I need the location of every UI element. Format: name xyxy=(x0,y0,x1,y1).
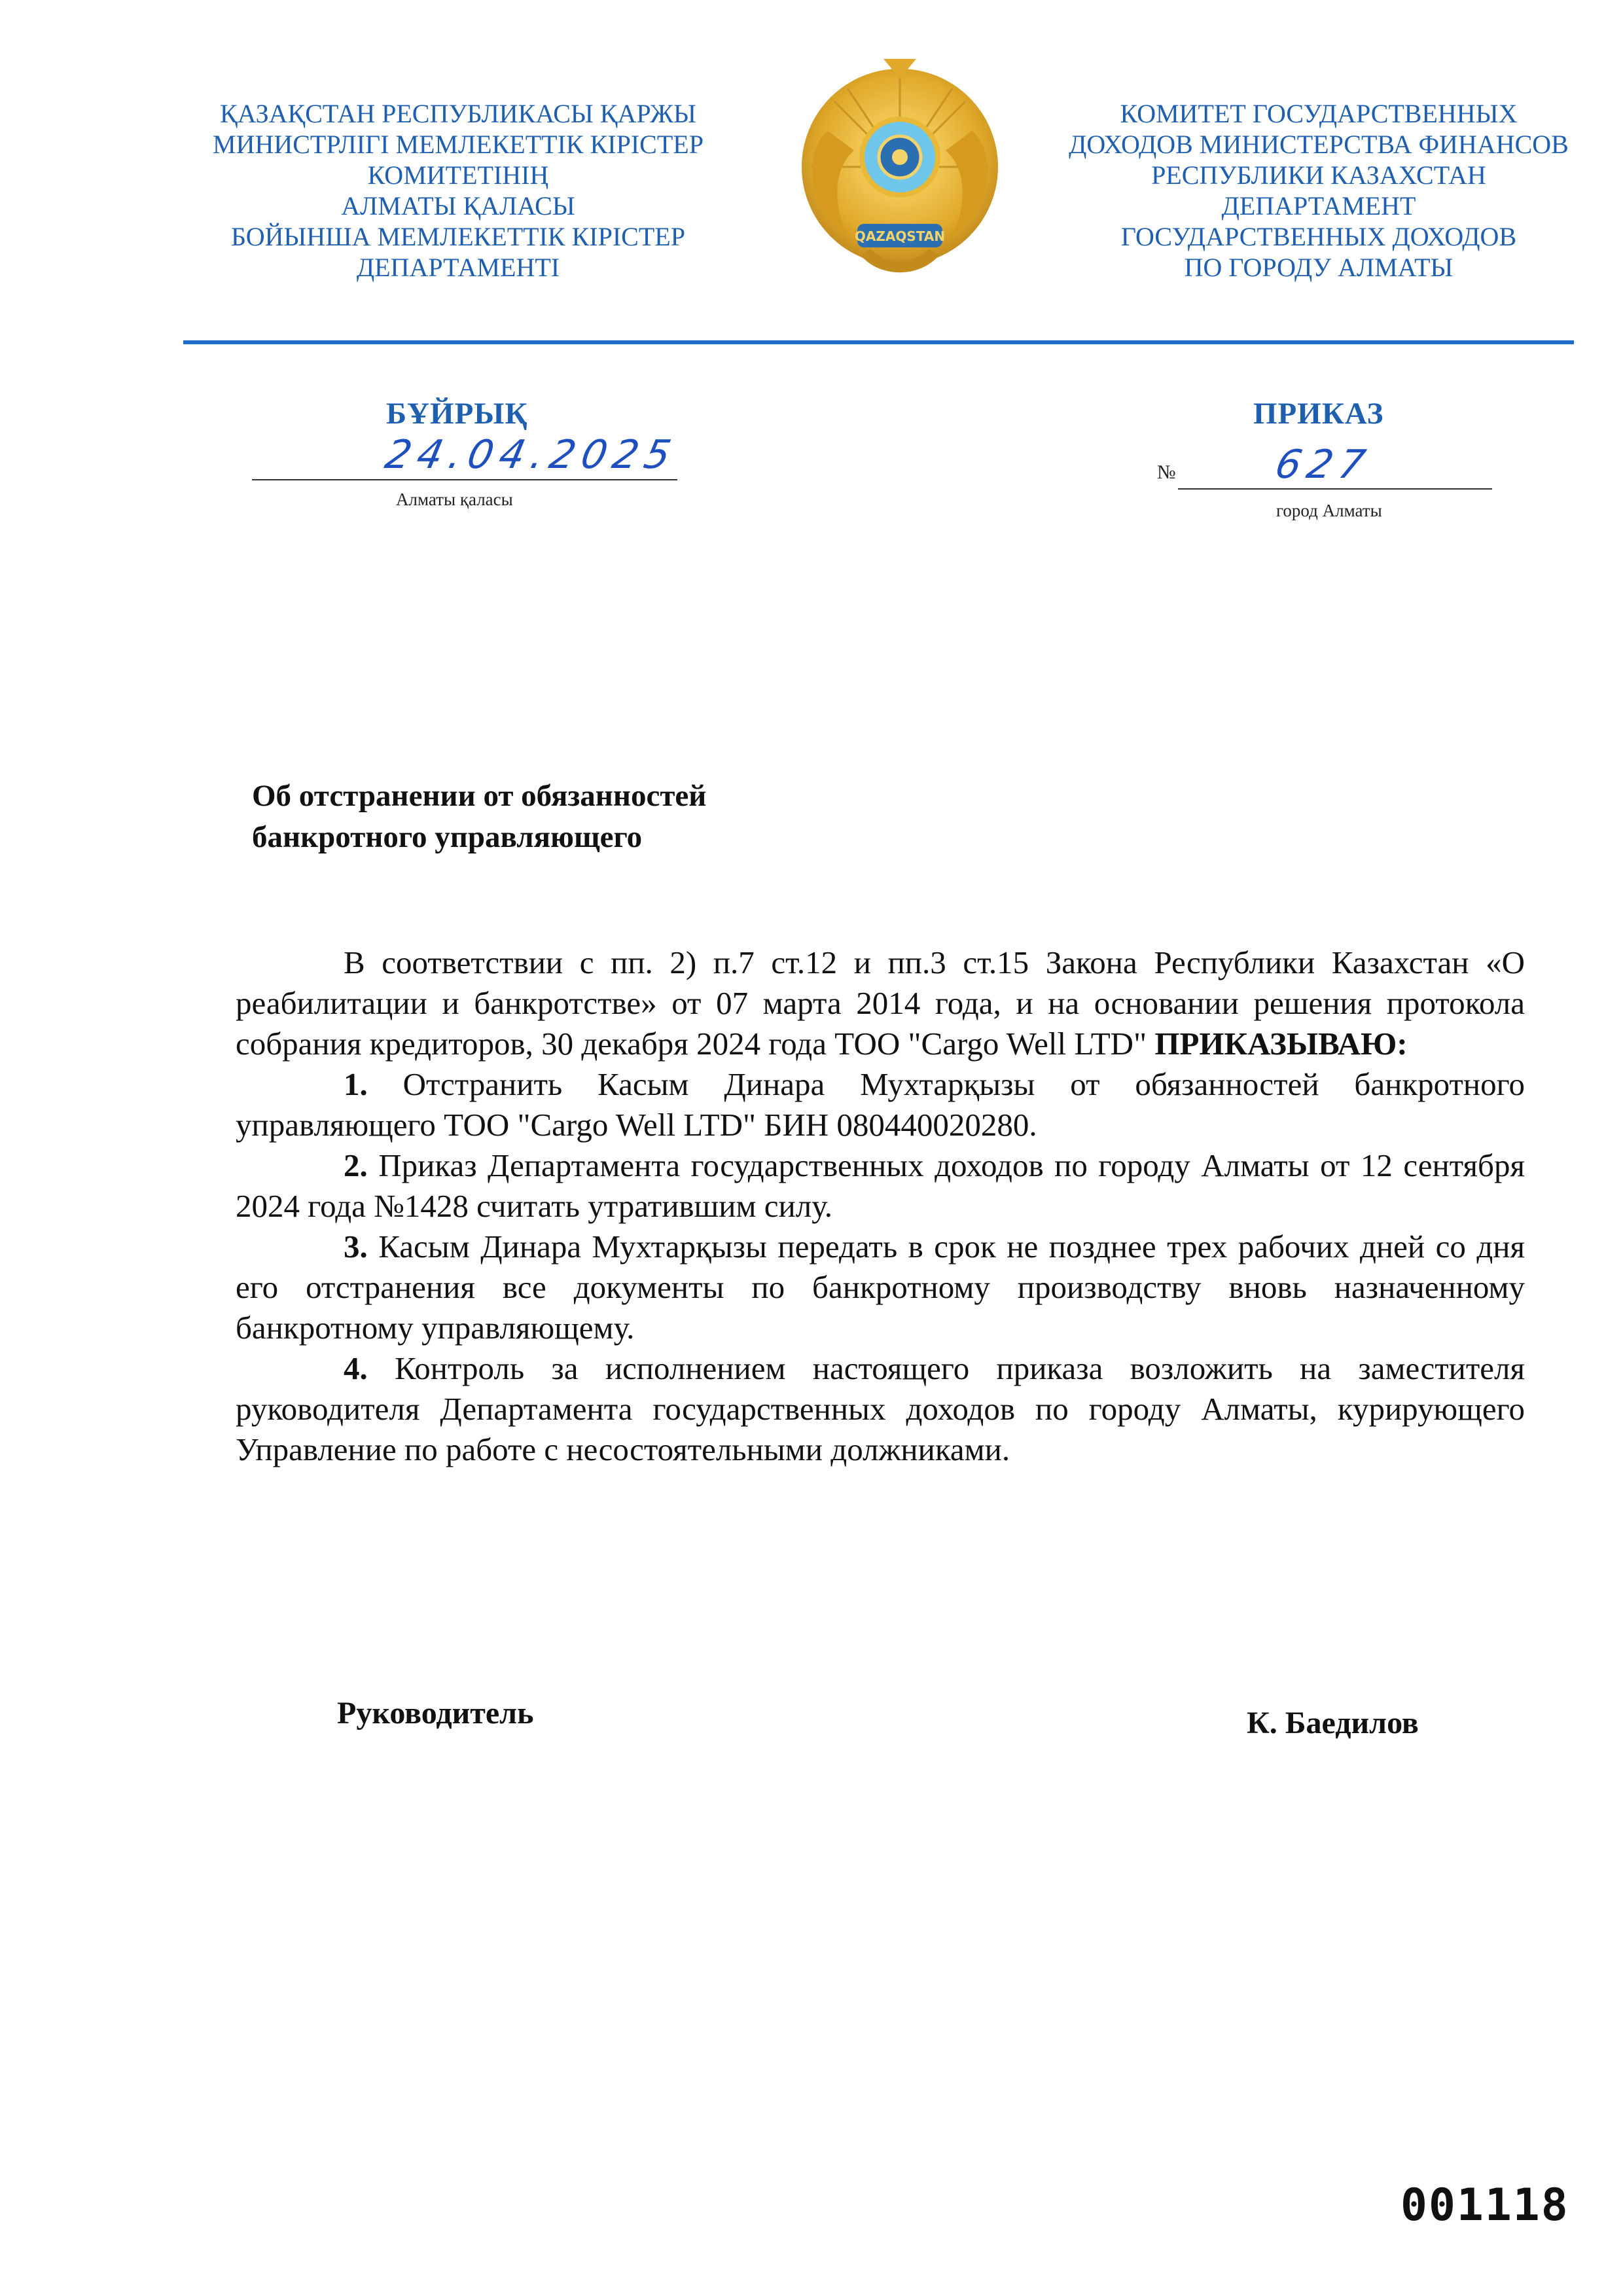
order-item xyxy=(236,1145,1525,1227)
order-body xyxy=(236,942,1525,1470)
order-title-ru: ПРИКАЗ xyxy=(1253,397,1384,431)
header-ru-line: ПО ГОРОДУ АЛМАТЫ xyxy=(1184,253,1454,282)
order-date: 24.04.2025 xyxy=(381,432,681,478)
city-ru: город Алматы xyxy=(1276,501,1382,520)
number-sign: № xyxy=(1157,461,1176,483)
item-text: Приказ Департамента государственных доходов по городу Алматы от 12 сентября 2024 года №1428 считать утратившим силу. xyxy=(236,1147,1525,1224)
signatory-name: К. Баедилов xyxy=(1247,1706,1419,1740)
serial-number: 001118 xyxy=(1400,2179,1569,2231)
header-ru-line: КОМИТЕТ ГОСУДАРСТВЕННЫХ xyxy=(1120,99,1518,128)
state-emblem-icon xyxy=(789,52,1011,295)
header-divider xyxy=(183,340,1574,344)
subject-line: Об отстранении от обязанностей xyxy=(252,779,707,813)
header-kz-line: МИНИСТРЛІГІ МЕМЛЕКЕТТІК КІРІСТЕР xyxy=(213,130,704,159)
item-text: Контроль за исполнением настоящего приказа возложить на заместителя руководителя Департамента государственных доходов по городу Алматы, курирующего Управление по работе с несостоятельными должниками. xyxy=(236,1350,1525,1467)
header-kz-line: КОМИТЕТІНІҢ xyxy=(367,160,549,190)
header-kz-line: АЛМАТЫ ҚАЛАСЫ xyxy=(341,191,575,221)
number-line xyxy=(1178,488,1492,490)
header-kz-line: БОЙЫНША МЕМЛЕКЕТТІК КІРІСТЕР xyxy=(231,222,685,251)
emblem-text: QAZAQSTAN xyxy=(854,228,946,244)
header-ru-line: ДЕПАРТАМЕНТ xyxy=(1221,191,1416,221)
order-item xyxy=(236,1348,1525,1470)
item-number: 2. xyxy=(344,1147,368,1183)
subject-line: банкротного управляющего xyxy=(252,820,643,854)
item-number: 3. xyxy=(344,1229,368,1265)
item-text: Отстранить Касым Динара Мухтарқызы от обязанностей банкротного управляющего ТОО "Cargo Well LTD" БИН 080440020280. xyxy=(236,1066,1525,1143)
header-kz xyxy=(164,98,753,283)
header-ru-line: ДОХОДОВ МИНИСТЕРСТВА ФИНАНСОВ xyxy=(1069,130,1569,159)
item-number: 1. xyxy=(344,1066,368,1102)
header-ru-line: РЕСПУБЛИКИ КАЗАХСТАН xyxy=(1151,160,1486,190)
header-kz-line: ҚАЗАҚСТАН РЕСПУБЛИКАСЫ ҚАРЖЫ xyxy=(220,99,696,128)
order-number: 627 xyxy=(1271,442,1376,488)
intro-paragraph xyxy=(236,942,1525,1064)
order-subject xyxy=(252,776,706,858)
order-word: ПРИКАЗЫВАЮ: xyxy=(1154,1026,1408,1062)
header-ru xyxy=(1024,98,1613,283)
order-title-kz: БҰЙРЫҚ xyxy=(386,397,528,431)
order-item xyxy=(236,1227,1525,1348)
signatory-title: Руководитель xyxy=(337,1696,534,1731)
city-kz: Алматы қаласы xyxy=(396,490,513,509)
header-kz-line: ДЕПАРТАМЕНТІ xyxy=(356,253,560,282)
intro-text: В соответствии с пп. 2) п.7 ст.12 и пп.3 ст.15 Закона Республики Казахстан «О реабилитации и банкротстве» от 07 марта 2014 года, и на основании решения протокола собрания кредиторов, 30 декабря 2024 года ТОО "Cargo Well LTD" xyxy=(236,944,1525,1062)
order-item xyxy=(236,1064,1525,1145)
header-ru-line: ГОСУДАРСТВЕННЫХ ДОХОДОВ xyxy=(1120,222,1517,251)
date-line xyxy=(252,479,677,480)
item-number: 4. xyxy=(344,1350,368,1386)
item-text: Касым Динара Мухтарқызы передать в срок не позднее трех рабочих дней со дня его отстранения все документы по банкротному производству вновь назначенному банкротному управляющему. xyxy=(236,1229,1525,1346)
